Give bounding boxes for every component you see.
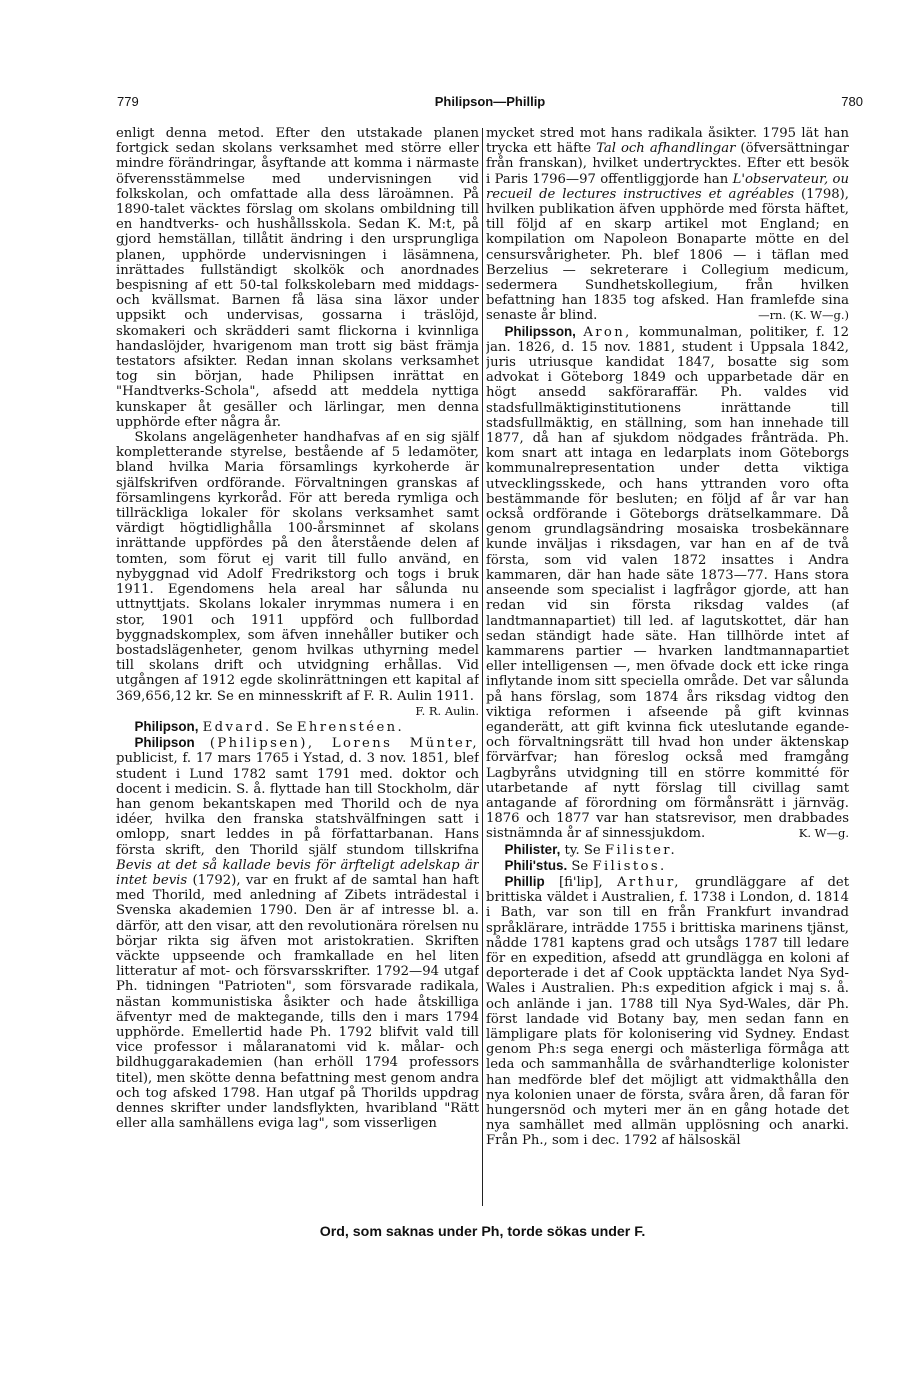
entry-name: Aron, — [583, 324, 632, 340]
author-signature: K. W—g. — [798, 826, 849, 841]
entry-headword: Philipsson, — [504, 323, 576, 339]
entry-philister — [486, 842, 849, 858]
see-text: Se — [275, 719, 293, 735]
paragraph-text: (öfversättningar från franskan), hvilket undertrycktes. Efter ett besök i Paris 1796—97 offentliggjorde han — [486, 141, 849, 187]
page-header — [117, 92, 863, 114]
cross-reference: Ehrenstéen. — [296, 719, 405, 735]
entry-philipsson-aron — [486, 324, 849, 842]
paragraph — [486, 126, 849, 324]
running-head: Philipson—Phillip — [434, 94, 546, 109]
author-signature: —rn. (K. W—g.) — [758, 308, 849, 323]
entry-body: kommunalman, politiker, f. 12 jan. 1826, d. 15 nov. 1881, student i Uppsala 1842, juris utriusque kandidat 1847, bosatte sig som advokat i Göteborg 1849 och upparbetade där en högt ansedd sakföraraffär. Ph. valdes vid stadsfullmäktiginstitutionens inrättande till stadsfullmäktig, en ställning, som han innehade till 1877, då han af sjukdom nödgades frånträda. Ph. kom snart att intaga en ledarplats inom Göteborgs kommunalrepresentation under detta viktiga utvecklingsskede, och hans yttranden voro ofta bestämmande för besluten; en följd af år var han också ordförande i Göteborgs drätselkammare. Då genom grundlagsändring mosaiska trosbekännare kunde inväljas i riksdagen, var han en af de två första, som vid valen 1872 insattes i Andra kammaren, där han hade säte 1873—77. Hans stora anseende som specialist i lagfrågor gjorde, att han redan vid sin första riksdag valdes (af landtmannapartiet) till led. af lagutskottet, där han sedan ständigt hade säte. Han tillhörde intet af kammarens partier — hvarken landtmannapartiet eller intelligensen —, men öfvade dock ett icke ringa inflytande inom sitt speciella område. Det var sålunda på hans förslag, som 1874 års riksdag vidtog den viktiga reformen i afseende på gift kvinnas eganderätt, att gift kvinna fick uteslutande egande- och förvaltningsrätt till hvad hon under äktenskap förvärfvar; han föreslog också med framgång Lagbyråns utvidgning till en större kommitté för utarbetande af nytt förslag till civillag samt antagande af förordning om förmånsrätt i järnväg. 1876 och 1877 var han statsrevisor, men drabbades sistnämnda år af sinnessjukdom. — [486, 324, 849, 842]
paragraph-text: (1798), hvilken publikation äfven upphörde med första häftet, till följd af en skarp artikel mot England; en kompilation om Napoleon Bonaparte mötte en del censursvårigheter. Ph. blef 1806 — i täflan med Berzelius — sekreterare i Collegium medicum, sedermera Sundhetskollegium, från hvilken befattning han 1835 tog afsked. Han framlefde sina senaste år blind. — [486, 186, 849, 324]
entry-philistus — [486, 858, 849, 874]
right-column — [486, 126, 849, 1206]
cross-reference: Filistos. — [592, 858, 667, 874]
page-number-right: 780 — [841, 94, 863, 109]
entry-body: ty. Se — [564, 842, 601, 858]
entry-name: Edvard. — [202, 719, 272, 735]
entry-body: Se — [571, 858, 589, 874]
entry-phillip-arthur — [486, 874, 849, 1149]
entry-name: Arthur, — [617, 874, 681, 890]
author-signature: F. R. Aulin. — [415, 703, 479, 718]
left-column — [116, 126, 479, 1206]
work-title: Bevis at det så kallade bevis för ärfteligt adelskap är intet bevis — [116, 857, 479, 888]
page-number-left: 779 — [117, 94, 139, 109]
entry-headword: Philister, — [504, 841, 561, 857]
entry-headword: Phili'stus. — [504, 857, 568, 873]
paragraph-text: mycket stred mot hans radikala åsikter. 1795 lät han trycka ett häfte — [486, 126, 849, 157]
column-divider — [482, 128, 483, 1206]
entry-headword: Philipson, — [134, 718, 199, 734]
entry-body: publicist, f. 17 mars 1765 i Ystad, d. 3 nov. 1851, blef student i Lund 1782 samt 1791 med. doktor och docent i medicin. S. å. flyttade han till Stockholm, där han genom bekantskapen med Thorild och de nya idéer, hvilka den franska statshvälfningen satt i omlopp, snart leddes in på författarbanan. Hans första skrift, den Thorild själf stundom tillskrifna — [116, 751, 479, 858]
work-title: L'observateur, ou recueil de lectures instructives et agréables — [486, 171, 849, 202]
entry-headword: Phillip — [504, 873, 545, 889]
paragraph — [116, 430, 479, 718]
entry-philipson-edvard — [116, 719, 479, 735]
entry-philipson-lorens — [116, 735, 479, 1131]
entry-body: (1792), var en frukt af de samtal han haft med Thorild, med anledning af Zibets inträdestal i Svenska akademien 1790. Den är af intresse bl. a. därför, att den visar, att den revolutionära rörelsen nu börjar rikta sig äfven mot aristokratien. Skriften väckte uppseende och framkallade en hel liten litteratur af mot- och försvarsskrifter. 1792—94 utgaf Ph. tidningen "Patrioten", som försvarade radikala, nästan kommunistiska åsikter och hade åtskilliga äfventyr med de maktegande, tills den i mars 1794 upphörde. Emellertid hade Ph. 1792 blifvit vald till vice professor i målaranatomi vid k. målar- och bildhuggarakademien (han erhöll 1794 professors titel), men skötte denna befattning mest genom andra och tog afsked 1798. Han utgaf på Thorilds uppdrag dennes skrifter under landsflykten, hvaribland "Rätt eller alla samhällens eviga lag", som visserligen — [116, 872, 479, 1132]
cross-reference: Filister. — [604, 842, 678, 858]
entry-headword: Philipson — [134, 735, 195, 751]
entry-body: grundläggare af det brittiska väldet i Australien, f. 1738 i London, d. 1814 i Bath, var son till en från Frankfurt invandrad språklärare, inträdde 1755 i brittiska marinens tjänst, nådde 1781 kaptens grad och utsågs 1787 till ledare för en expedition, afsedd att grundlägga en koloni af deporterade i det af Cook upptäckta landet Nya Syd-Wales i Australien. Ph:s expedition afgick i maj s. å. och anlände i jan. 1788 till Nya Syd-Wales, där Ph. först landade vid Botany bay, men sedan fann en lämpligare plats för kolonisering vid Sydney. Endast genom Ph:s sega energi och mästerliga förmåga att leda och sammanhålla de svårhandterlige kolonister han medförde blef det möjligt att vidmakthålla den nya kolonien unaer de första, svåra åren, då faran för hungersnöd och myteri mer än en gång hotade det nya samhället med allmän upplösning och anarki. Från Ph., som i dec. 1792 af hälsoskäl — [486, 874, 849, 1149]
paragraph-text: Skolans angelägenheter handhafvas af en sig själf kompletterande styrelse, bestående af 5 ledamöter, bland hvilka Maria församlings kyrkoherde är själfskrifven ordförande. Förvaltningen granskas af församlingens kyrkoråd. För att bereda rymliga och tillräckliga lokaler för skolans verksamhet samt värdigt högtidlighålla 100-årsminnet af skolans inrättande uppfördes på den återstående delen af tomten, som förut ej varit till fullo använd, en nybyggnad vid Adolf Fredrikstorg och togs i bruk 1911. Egendomens hela areal har sålunda nu uttnyttjats. Skolans lokaler inrymmas numera i en stor, 1901 och 1911 uppförd och fullbordad byggnadskomplex, som äfven innehåller butiker och bostadslägenheter, genom hvilkas uthyrning medel till skolans drift och utvidgning erhållas. Vid utgången af 1912 egde skolinrättningen ett kapital af 369,656,12 kr. Se en minnesskrift af F. R. Aulin 1911. — [116, 430, 479, 704]
paragraph: enligt denna metod. Efter den utstakade planen fortgick sedan skolans verksamhet med större eller mindre förändringar, åsyftande att komma i närmaste öfverensstämmelse med undervisningen vid folkskolan, och omfattade alla dess läroämnen. På 1890-talet väcktes förslag om skolans ombildning till en handtverks- och hushållsskola. Sedan K. M:t, på gjord hemställan, tillåtit ändring i den ursprungliga planen, upphörde undervisningen i läsämnena, inrättades fullständigt skolkök och anordnades bespisning af ett 50-tal folkskolebarn med middags- och kvällsmat. Barnen få läsa sina läxor under uppsikt och undervisas, gossarna i träslöjd, skomakeri och skrädderi samt flickorna i kvinnliga handaslöjder, hvarigenom man trott sig bäst främja testators afsikter. Redan innan skolans verksamhet tog sin början, hade Philipsen inrättat en "Handtverks-Schola", afsedd att meddela nyttiga kunskaper åt gesäller och lärlingar, men denna upphörde efter några år. — [116, 126, 479, 430]
work-title: Tal och afhandlingar — [596, 141, 736, 157]
pronunciation: [fi'lip], — [558, 874, 603, 890]
entry-name: (Philipsen), Lorens Münter, — [209, 736, 479, 752]
page-footer-note: Ord, som saknas under Ph, torde sökas under F. — [319, 1224, 646, 1240]
